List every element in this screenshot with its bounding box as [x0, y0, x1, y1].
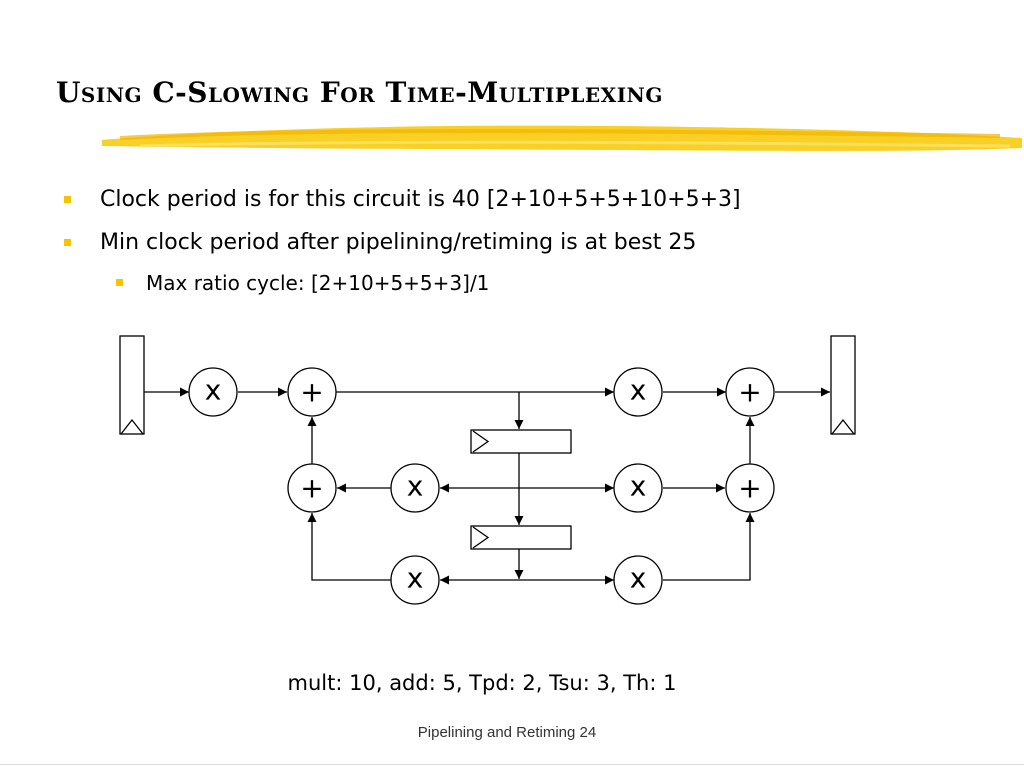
pipeline-register-top: [471, 430, 571, 453]
node-label: x: [629, 373, 647, 407]
node-label: x: [204, 373, 222, 407]
node-label: +: [738, 471, 762, 505]
node-label: x: [406, 561, 424, 595]
output-register: [831, 336, 855, 434]
slide-title: Using C-Slowing For Time-Multiplexing: [56, 76, 663, 109]
input-register: [120, 336, 144, 434]
node-label: x: [629, 561, 647, 595]
bullet-text: Min clock period after pipelining/retiming is at best 25: [100, 230, 697, 255]
node-label: x: [629, 469, 647, 503]
node-label: +: [738, 375, 762, 409]
bullet-text: Clock period is for this circuit is 40 [2+10+5+5+10+5+3]: [100, 187, 741, 212]
node-label: +: [300, 471, 324, 505]
timing-parameters: mult: 10, add: 5, Tpd: 2, Tsu: 3, Th: 1: [287, 671, 677, 695]
sub-bullet-text: Max ratio cycle: [2+10+5+5+3]/1: [146, 271, 490, 295]
node-label: x: [406, 469, 424, 503]
slide-footer: Pipelining and Retiming 24: [417, 724, 597, 741]
pipeline-register-bottom: [471, 526, 571, 549]
node-label: +: [300, 375, 324, 409]
bottom-divider: [0, 764, 1024, 765]
